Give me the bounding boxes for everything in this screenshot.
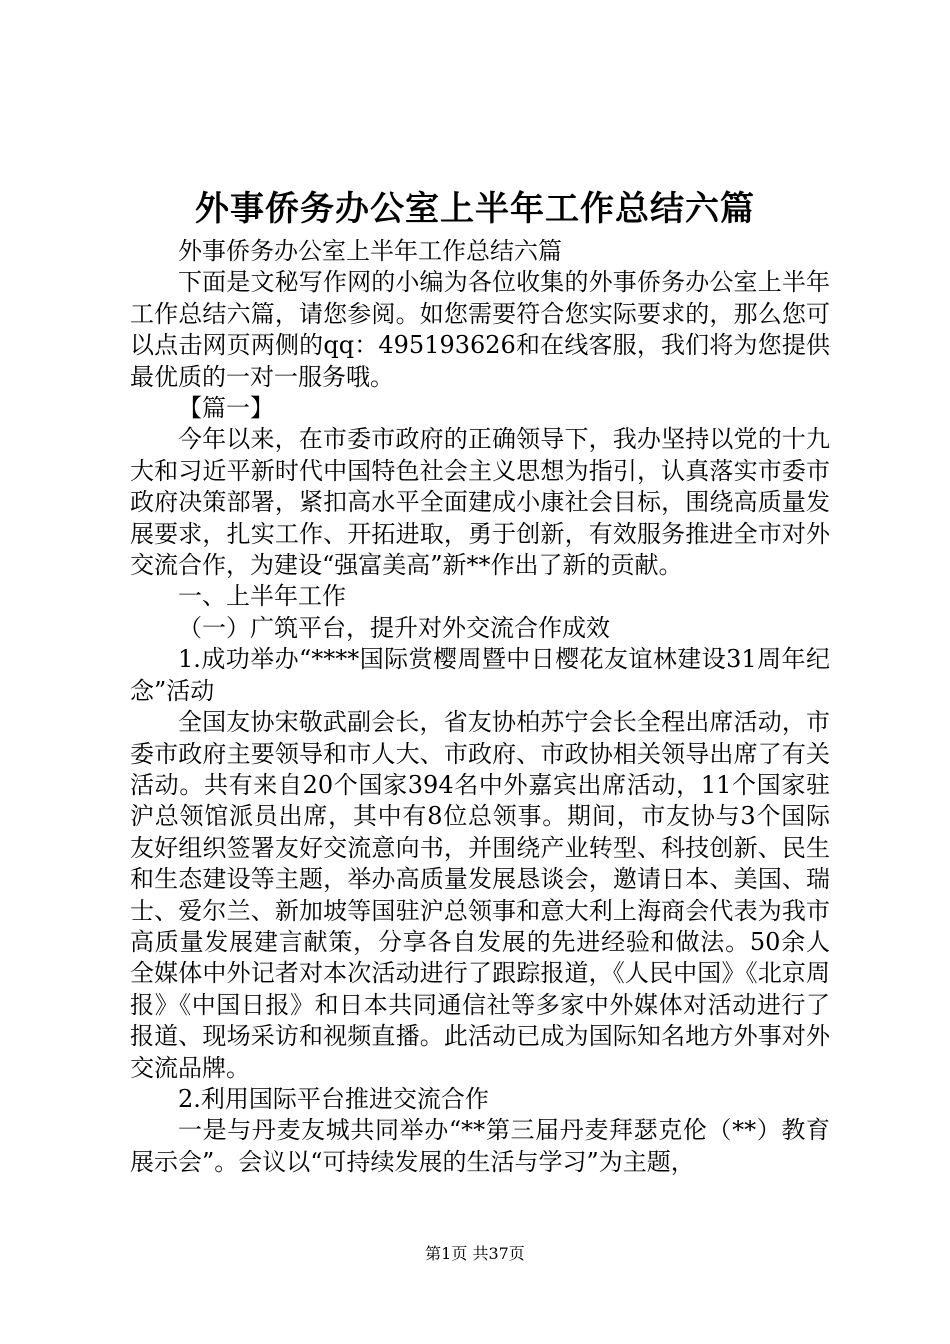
item-heading-international-platform: 2.利用国际平台推进交流合作 xyxy=(178,1084,489,1113)
paragraph-intro: 下面是文秘写作网的小编为各位收集的外事侨务办公室上半年工作总结六篇，请您参阅。如您需要符合您实际要求的，那么您可以点击网页两侧的qq：495193626和在线客服，我们将为您提供最优质的一对一服务哦。 xyxy=(130,268,830,391)
paragraph-cherry-event: 全国友协宋敬武副会长，省友协柏苏宁会长全程出席活动，市委市政府主要领导和市人大、市政府、市政协相关领导出席了有关活动。共有来自20个国家394名中外嘉宾出席活动，11个国家驻沪总领馆派员出席，其中有8位总领事。期间，市友协与3个国际友好组织签署友好交流意向书，并围绕产业转型、科技创新、民生和生态建设等主题，举办高质量发展恳谈会，邀请日本、美国、瑞士、爱尔兰、新加坡等国驻沪总领事和意大利上海商会代表为我市高质量发展建言献策，分享各自发展的先进经验和做法。50余人全媒体中外记者对本次活动进行了跟踪报道，《人民中国》《北京周报》《中国日报》和日本共同通信社等多家中外媒体对活动进行了报道、现场采访和视频直播。此活动已成为国际知名地方外事对外交流品牌。 xyxy=(130,708,830,1082)
subheading-platforms: （一）广筑平台，提升对外交流合作成效 xyxy=(178,613,610,642)
document-title: 外事侨务办公室上半年工作总结六篇 xyxy=(195,189,755,229)
section-heading-part-one: 【篇一】 xyxy=(178,394,274,423)
paragraph-denmark: 一是与丹麦友城共同举办“**第三届丹麦拜瑟克伦（**）教育展示会”。会议以“可持续发展的生活与学习”为主题， xyxy=(130,1116,830,1176)
paragraph-overview: 今年以来，在市委市政府的正确领导下，我办坚持以党的十九大和习近平新时代中国特色社会主义思想为指引，认真落实市委市政府决策部署，紧扣高水平全面建成小康社会目标，围绕高质量发展要求，扎实工作、开拓进取，勇于创新，有效服务推进全市对外交流合作，为建设“强富美高”新**作出了新的贡献。 xyxy=(130,425,830,580)
paragraph-subtitle: 外事侨务办公室上半年工作总结六篇 xyxy=(178,237,562,265)
document-body xyxy=(130,236,830,1178)
heading-first-half-work: 一、上半年工作 xyxy=(178,582,346,611)
item-heading-cherry-event: 1.成功举办“****国际赏樱周暨中日樱花友谊林建设31周年纪念”活动 xyxy=(130,645,830,705)
page-footer: 第1页 共37页 xyxy=(425,1244,525,1263)
